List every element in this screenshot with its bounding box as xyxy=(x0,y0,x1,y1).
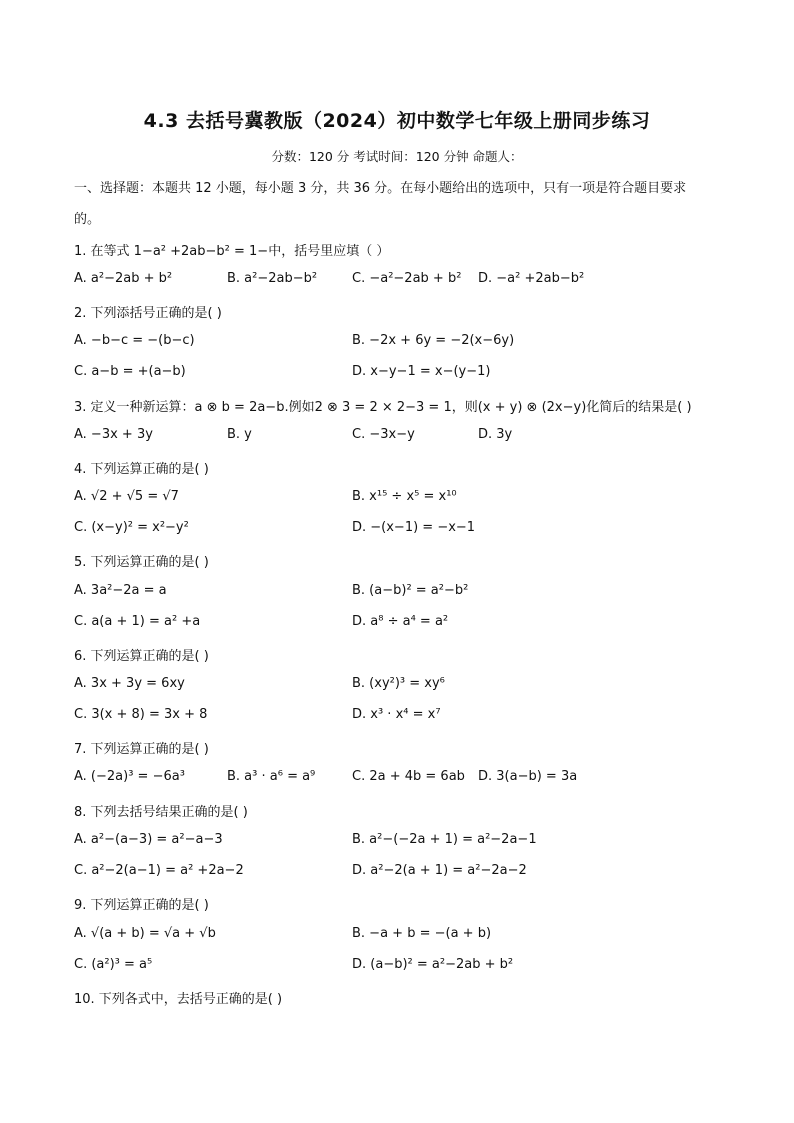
question-5-option-c: C. a(a + 1) = a² +a xyxy=(74,614,201,629)
question-3-option-a: A. −3x + 3y xyxy=(74,427,153,442)
question-6-option-a: A. 3x + 3y = 6xy xyxy=(74,676,185,691)
question-2-option-c: C. a−b = +(a−b) xyxy=(74,364,186,379)
question-6-option-d: D. x³ · x⁴ = x⁷ xyxy=(352,707,441,722)
question-8-option-d: D. a²−2(a + 1) = a²−2a−2 xyxy=(352,863,527,878)
question-3-option-d: D. 3y xyxy=(478,427,513,442)
question-4-option-d: D. −(x−1) = −x−1 xyxy=(352,520,476,535)
question-2-option-d: D. x−y−1 = x−(y−1) xyxy=(352,364,491,379)
section-instruction-line2: 的。 xyxy=(74,212,101,227)
exam-info: 分数：120 分 考试时间：120 分钟 命题人： xyxy=(271,149,523,164)
page-title: 4.3 去括号冀教版（2024）初中数学七年级上册同步练习 xyxy=(143,110,651,132)
question-7-option-a: A. (−2a)³ = −6a³ xyxy=(74,769,185,784)
question-5-option-d: D. a⁸ ÷ a⁴ = a² xyxy=(352,614,449,629)
question-9-option-a: A. √(a + b) = √a + √b xyxy=(74,926,216,941)
question-2-stem: 2. 下列添括号正确的是( ) xyxy=(74,306,222,321)
question-4-stem: 4. 下列运算正确的是( ) xyxy=(74,462,209,477)
question-9-option-b: B. −a + b = −(a + b) xyxy=(352,926,492,941)
question-5-option-b: B. (a−b)² = a²−b² xyxy=(352,583,469,598)
question-7-stem: 7. 下列运算正确的是( ) xyxy=(74,742,209,757)
question-4-option-b: B. x¹⁵ ÷ x⁵ = x¹⁰ xyxy=(352,489,457,504)
question-4-option-a: A. √2 + √5 = √7 xyxy=(74,489,179,504)
question-4-option-c: C. (x−y)² = x²−y² xyxy=(74,520,189,535)
question-1-option-a: A. a²−2ab + b² xyxy=(74,271,173,286)
question-8-option-b: B. a²−(−2a + 1) = a²−2a−1 xyxy=(352,832,537,847)
question-1-option-b: B. a²−2ab−b² xyxy=(227,271,318,286)
question-8-stem: 8. 下列去括号结果正确的是( ) xyxy=(74,805,248,820)
question-9-option-d: D. (a−b)² = a²−2ab + b² xyxy=(352,957,514,972)
section-instruction-line1: 一、选择题：本题共 12 小题，每小题 3 分，共 36 分。在每小题给出的选项中，只有一项是符合题目要求 xyxy=(74,181,687,196)
question-2-option-b: B. −2x + 6y = −2(x−6y) xyxy=(352,333,515,348)
question-3-option-c: C. −3x−y xyxy=(352,427,415,442)
question-8-option-c: C. a²−2(a−1) = a² +2a−2 xyxy=(74,863,244,878)
question-5-stem: 5. 下列运算正确的是( ) xyxy=(74,555,209,570)
question-7-option-c: C. 2a + 4b = 6ab xyxy=(352,769,465,784)
question-9-option-c: C. (a²)³ = a⁵ xyxy=(74,957,153,972)
question-9-stem: 9. 下列运算正确的是( ) xyxy=(74,898,209,913)
question-7-option-b: B. a³ · a⁶ = a⁹ xyxy=(227,769,316,784)
question-1-option-c: C. −a²−2ab + b² xyxy=(352,271,462,286)
question-5-option-a: A. 3a²−2a = a xyxy=(74,583,167,598)
question-8-option-a: A. a²−(a−3) = a²−a−3 xyxy=(74,832,223,847)
question-10-stem: 10. 下列各式中，去括号正确的是( ) xyxy=(74,992,283,1007)
question-6-stem: 6. 下列运算正确的是( ) xyxy=(74,649,209,664)
question-6-option-b: B. (xy²)³ = xy⁶ xyxy=(352,676,445,691)
question-3-stem: 3. 定义一种新运算：a ⊗ b = 2a−b.例如2 ⊗ 3 = 2 × 2−3 = 1，则(x + y) ⊗ (2x−y)化简后的结果是( ) xyxy=(74,400,692,415)
question-3-option-b: B. y xyxy=(227,427,252,442)
question-6-option-c: C. 3(x + 8) = 3x + 8 xyxy=(74,707,208,722)
question-1-option-d: D. −a² +2ab−b² xyxy=(478,271,585,286)
question-1-stem: 1. 在等式 1−a² +2ab−b² = 1−中，括号里应填（ ） xyxy=(74,244,390,259)
question-7-option-d: D. 3(a−b) = 3a xyxy=(478,769,578,784)
question-2-option-a: A. −b−c = −(b−c) xyxy=(74,333,195,348)
